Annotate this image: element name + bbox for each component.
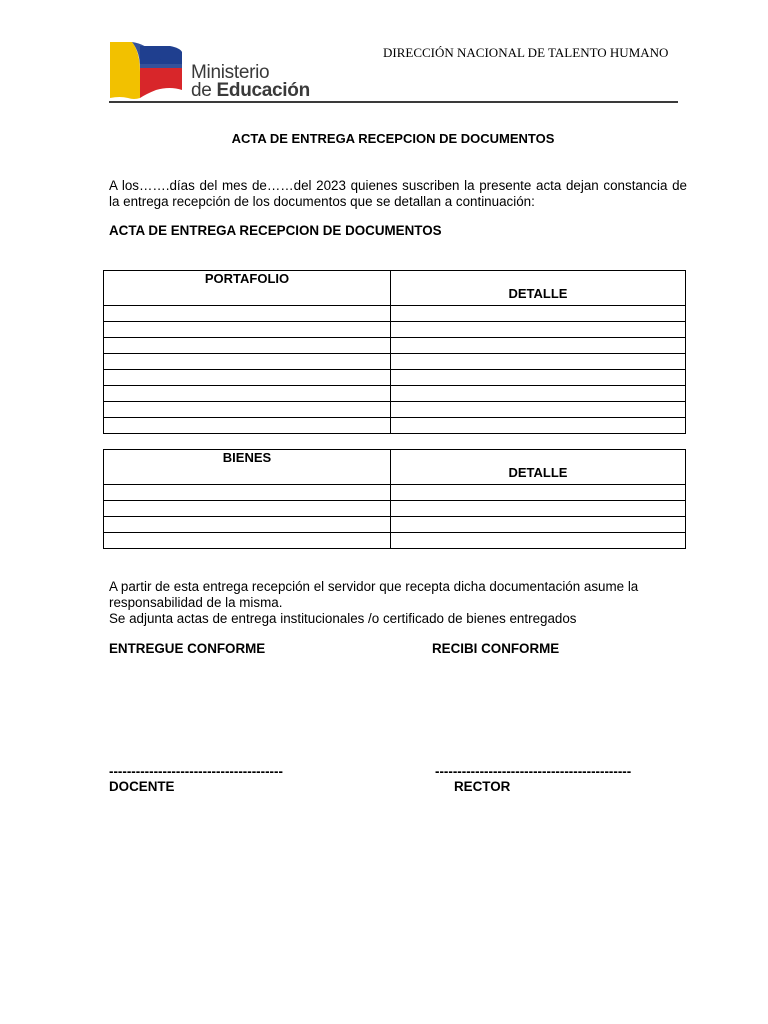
bienes-table [103, 449, 686, 549]
table-cell[interactable] [391, 386, 686, 402]
table-cell[interactable] [391, 338, 686, 354]
table-row [104, 306, 686, 322]
detalle-header: DETALLE [391, 450, 686, 485]
section-subtitle: ACTA DE ENTREGA RECEPCION DE DOCUMENTOS [109, 223, 442, 238]
closing-notes [109, 579, 687, 627]
header-divider [109, 101, 678, 103]
bienes-header: BIENES [104, 450, 391, 485]
signature-line-left: --------------------------------------- [109, 764, 283, 779]
table-cell[interactable] [391, 485, 686, 501]
table-cell[interactable] [104, 322, 391, 338]
table-cell[interactable] [391, 501, 686, 517]
table-header-row [104, 450, 686, 485]
table-cell[interactable] [104, 306, 391, 322]
table-cell[interactable] [391, 533, 686, 549]
closing-line-1: A partir de esta entrega recepción el servidor que recepta dicha documentación asume la responsabilidad de la misma. [109, 579, 639, 610]
portafolio-table [103, 270, 686, 434]
table-row [104, 322, 686, 338]
detalle-header: DETALLE [391, 271, 686, 306]
table-row [104, 517, 686, 533]
table-cell[interactable] [104, 386, 391, 402]
table-row [104, 354, 686, 370]
table-cell[interactable] [391, 418, 686, 434]
table-cell[interactable] [104, 517, 391, 533]
table-cell[interactable] [391, 354, 686, 370]
table-cell[interactable] [104, 418, 391, 434]
recibi-conforme-label: RECIBI CONFORME [432, 641, 560, 656]
ministerio-logo [110, 42, 310, 102]
table-cell[interactable] [104, 338, 391, 354]
table-row [104, 501, 686, 517]
table-cell[interactable] [104, 485, 391, 501]
logo-text-ministerio: Ministerio [191, 62, 270, 83]
rector-label: RECTOR [454, 779, 511, 794]
portafolio-header: PORTAFOLIO [104, 271, 391, 306]
table-cell[interactable] [391, 322, 686, 338]
table-header-row [104, 271, 686, 306]
table-cell[interactable] [104, 370, 391, 386]
closing-line-2: Se adjunta actas de entrega institucionales /o certificado de bienes entregados [109, 611, 577, 626]
table-cell[interactable] [391, 402, 686, 418]
table-row [104, 338, 686, 354]
table-row [104, 386, 686, 402]
document-title: ACTA DE ENTREGA RECEPCION DE DOCUMENTOS [231, 131, 555, 146]
table-cell[interactable] [104, 501, 391, 517]
docente-label: DOCENTE [109, 779, 175, 794]
flag-emblem-icon [110, 42, 190, 102]
table-cell[interactable] [391, 370, 686, 386]
table-row [104, 418, 686, 434]
table-row [104, 533, 686, 549]
table-cell[interactable] [391, 306, 686, 322]
table-row [104, 402, 686, 418]
table-cell[interactable] [104, 354, 391, 370]
entregue-conforme-label: ENTREGUE CONFORME [109, 641, 266, 656]
intro-paragraph: A los…….días del mes de……del 2023 quienes suscriben la presente acta dejan constancia de la entrega recepción de los documentos que se detallan a continuación: [109, 178, 687, 209]
signature-line-right: -------------------------------------------- [435, 764, 632, 779]
table-cell[interactable] [391, 517, 686, 533]
table-row [104, 485, 686, 501]
logo-text-educacion: de Educación [191, 80, 310, 101]
table-cell[interactable] [104, 533, 391, 549]
table-cell[interactable] [104, 402, 391, 418]
department-name: DIRECCIÓN NACIONAL DE TALENTO HUMANO [383, 45, 669, 60]
table-row [104, 370, 686, 386]
